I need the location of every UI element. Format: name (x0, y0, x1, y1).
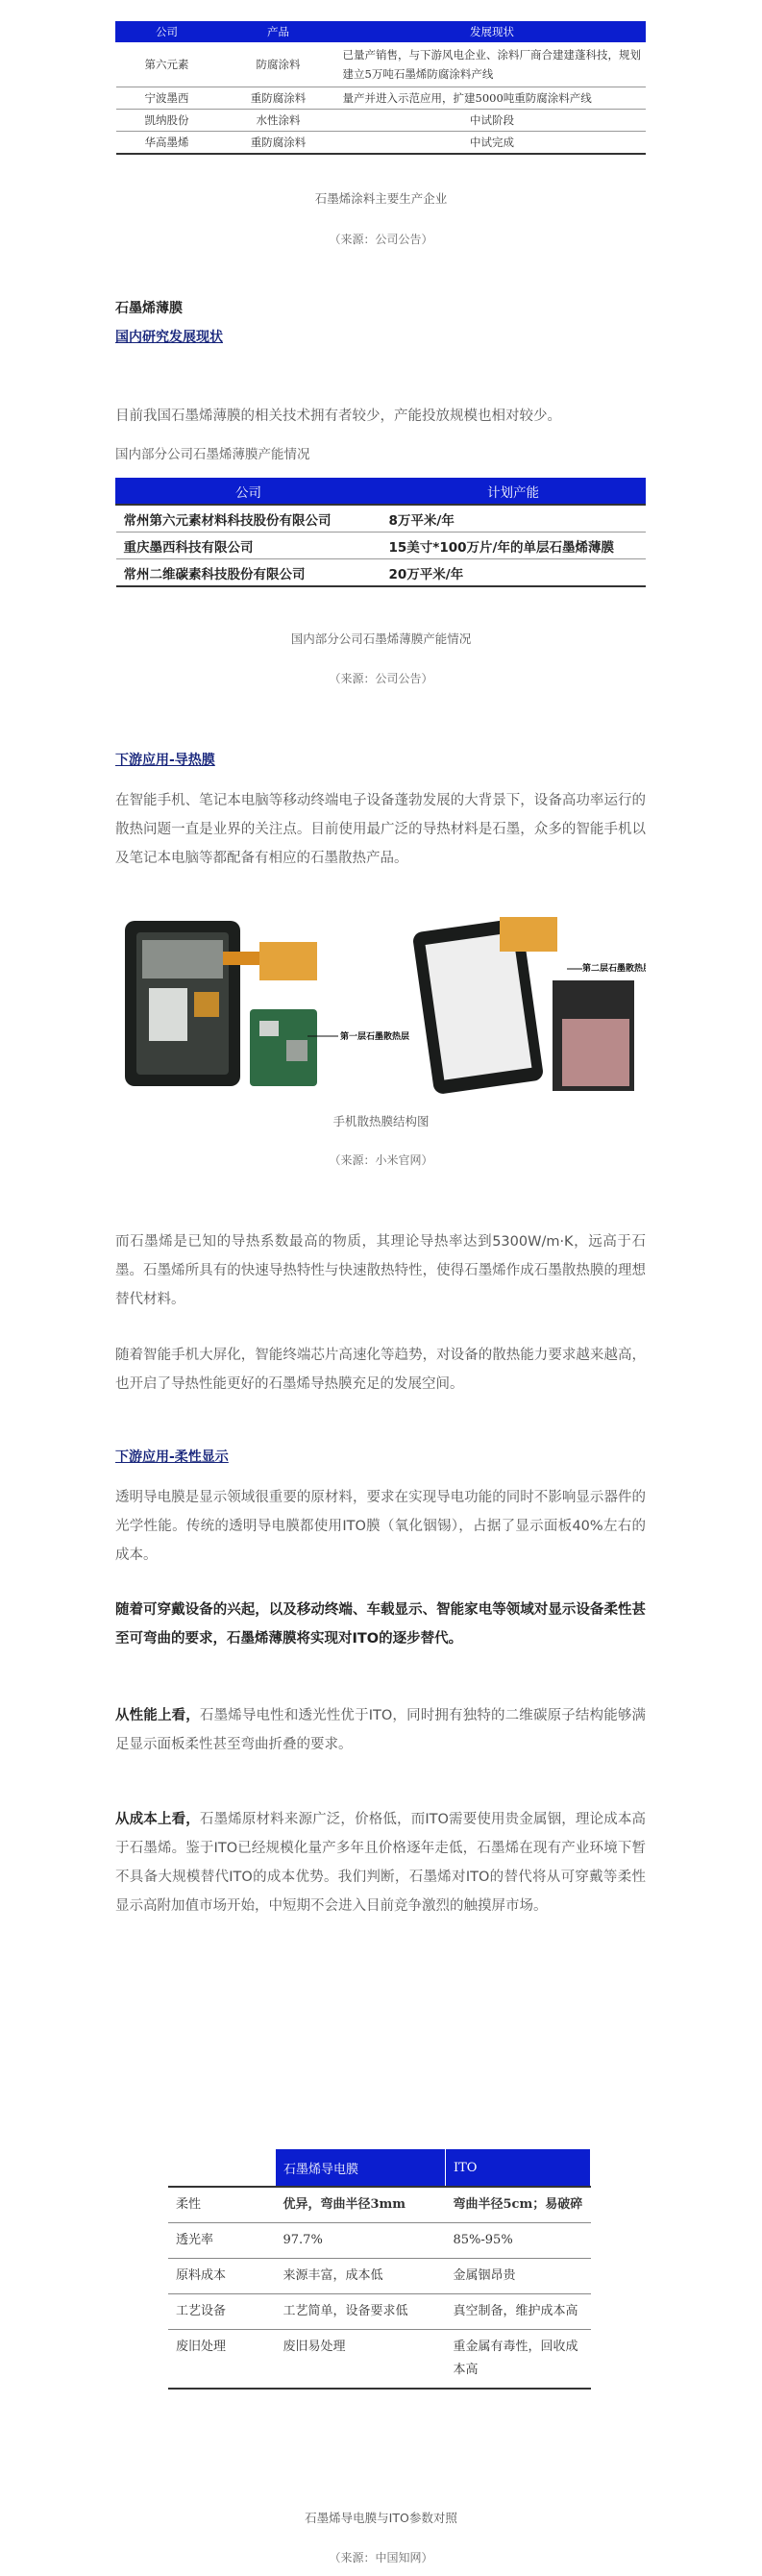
table-cell: 8万平米/年 (381, 505, 646, 533)
table-cell: 水性涂料 (218, 110, 339, 132)
table-cell: 85%-95% (446, 2223, 591, 2259)
paragraph-lead: 从性能上看， (115, 1708, 200, 1723)
board-component-shape (259, 1021, 279, 1036)
paragraph: 随着智能手机大屏化，智能终端芯片高速化等趋势，对设备的散热能力要求越来越高，也开启了导热性能更好的石墨烯导热膜充足的发展空间。 (115, 1348, 646, 1392)
table-row (116, 87, 646, 110)
table-cell: 15美寸*100万片/年的单层石墨烯薄膜 (381, 533, 646, 559)
table-row (168, 2223, 591, 2259)
table-row (116, 42, 646, 87)
table-header: 发展现状 (339, 22, 646, 42)
section-subheading: 下游应用-导热膜 (115, 753, 215, 768)
phone-screen-shape (426, 932, 532, 1079)
paragraph-lead: 从成本上看， (115, 1812, 200, 1827)
table-cell: 工艺设备 (168, 2294, 276, 2330)
paragraph: 在智能手机、笔记本电脑等移动终端电子设备蓬勃发展的大背景下，设备高功率运行的散热问题一直是业界的关注点。目前使用最广泛的导热材料是石墨，众多的智能手机以及笔记本电脑等都配备有相应的石墨散热产品。 (115, 793, 646, 866)
table-source: （来源：中国知网） (329, 2551, 433, 2564)
table-cell: 原料成本 (168, 2259, 276, 2294)
table-cell: 重金属有毒性，回收成本高 (446, 2330, 591, 2390)
phone-heat-film-image (115, 913, 646, 1096)
table-cell: 宁波墨西 (116, 87, 218, 110)
table-source: （来源：公司公告） (329, 672, 433, 685)
table-cell: 20万平米/年 (381, 559, 646, 587)
table-cell: 第六元素 (116, 42, 218, 87)
paragraph-text: 石墨烯导电性和透光性优于ITO，同时拥有独特的二维碳原子结构能够满足显示面板柔性甚至弯曲折叠的要求。 (115, 1708, 647, 1752)
table-header (168, 2149, 276, 2188)
table-cell: 量产并进入示范应用，扩建5000吨重防腐涂料产线 (339, 87, 646, 110)
table-cell: 97.7% (276, 2223, 446, 2259)
board-component-shape (286, 1040, 307, 1061)
table-caption: 石墨烯导电膜与ITO参数对照 (305, 2511, 457, 2525)
image-caption: 手机散热膜结构图 (332, 1114, 430, 1128)
paragraph: 透明导电膜是显示领域很重要的原材料，要求在实现导电功能的同时不影响显示器件的光学性能。传统的透明导电膜都使用ITO膜（氧化铟锡），占据了显示面板40%左右的成本。 (115, 1490, 646, 1563)
table-cell: 中试阶段 (339, 110, 646, 132)
table-cell: 废旧易处理 (276, 2330, 446, 2390)
table-row (116, 505, 646, 533)
table-row (168, 2187, 591, 2223)
back-panel-detail-shape (562, 1019, 629, 1086)
table-header: 计划产能 (381, 479, 646, 506)
image-source: （来源：小米官网） (329, 1153, 433, 1167)
flex-board-shape (500, 917, 557, 952)
comparison-table (168, 2148, 591, 2390)
table-source: （来源：公司公告） (329, 233, 433, 246)
table-row (116, 110, 646, 132)
table-row (168, 2330, 591, 2390)
film-capacity-table (115, 478, 646, 587)
table-cell: 中试完成 (339, 132, 646, 155)
table-cell: 凯纳股份 (116, 110, 218, 132)
table-header: 公司 (116, 479, 381, 506)
table-cell: 工艺简单，设备要求低 (276, 2294, 446, 2330)
table-cell: 金属铟昂贵 (446, 2259, 591, 2294)
paragraph: 而石墨烯是已知的导热系数最高的物质，其理论导热率达到5300W/m·K，远高于石墨。石墨烯所具有的快速导热特性与快速散热特性，使得石墨烯作成石墨散热膜的理想替代材料。 (115, 1234, 646, 1307)
table-row (168, 2294, 591, 2330)
table-header-row (116, 22, 646, 42)
table-intro: 国内部分公司石墨烯薄膜产能情况 (115, 447, 310, 462)
table-header: 石墨烯导电膜 (276, 2149, 446, 2188)
table-cell: 弯曲半径5cm；易破碎 (446, 2187, 591, 2223)
table-row (116, 132, 646, 155)
table-cell: 透光率 (168, 2223, 276, 2259)
table-cell: 重庆墨西科技有限公司 (116, 533, 381, 559)
image-label-right: 第二层石墨散热层 (582, 964, 646, 974)
bold-paragraph: 随着可穿戴设备的兴起，以及移动终端、车载显示、智能家电等领域对显示设备柔性甚至可弯曲的要求，石墨烯薄膜将实现对ITO的逐步替代。 (115, 1602, 646, 1647)
cost-paragraph (115, 1805, 646, 1920)
table-row (116, 559, 646, 587)
flex-board-shape (259, 942, 317, 980)
table-header: ITO (446, 2149, 591, 2188)
table-caption: 石墨烯涂料主要生产企业 (314, 191, 448, 206)
table-header: 公司 (116, 22, 218, 42)
table-cell: 重防腐涂料 (218, 132, 339, 155)
paragraph-text: 石墨烯原材料来源广泛，价格低，而ITO需要使用贵金属铟，理论成本高于石墨烯。鉴于ITO已经规模化量产多年且价格逐年走低，石墨烯在现有产业环境下暂不具备大规模替代ITO的成本优势。我们判断，石墨烯对ITO的替代将从可穿戴等柔性显示高附加值市场开始，中短期不会进入目前竞争激烈的触摸屏市场。 (115, 1812, 647, 1914)
table-cell: 常州二维碳素科技股份有限公司 (116, 559, 381, 587)
table-header-row (116, 479, 646, 506)
table-cell: 真空制备，维护成本高 (446, 2294, 591, 2330)
paragraph: 目前我国石墨烯薄膜的相关技术拥有者较少，产能投放规模也相对较少。 (115, 409, 561, 424)
table-row (168, 2259, 591, 2294)
table-header-row (168, 2149, 591, 2188)
table-caption: 国内部分公司石墨烯薄膜产能情况 (290, 632, 472, 646)
section-heading: 石墨烯薄膜 (115, 301, 183, 316)
table-row (116, 533, 646, 559)
table-cell: 优异，弯曲半径3mm (276, 2187, 446, 2223)
performance-paragraph (115, 1701, 646, 1759)
table-cell: 已量产销售，与下游风电企业、涂料厂商合建建蓬科技，规划建立5万吨石墨烯防腐涂料产线 (339, 42, 646, 87)
table-cell: 防腐涂料 (218, 42, 339, 87)
section-subheading: 国内研究发展现状 (115, 330, 223, 345)
table-cell: 来源丰富，成本低 (276, 2259, 446, 2294)
image-label-left: 第一层石墨散热层 (340, 1032, 410, 1042)
heat-layer-shape (142, 940, 223, 978)
table-cell: 华高墨烯 (116, 132, 218, 155)
chip-shape (194, 992, 219, 1017)
table-header: 产品 (218, 22, 339, 42)
table-cell: 柔性 (168, 2187, 276, 2223)
battery-shape (149, 988, 187, 1041)
table-cell: 常州第六元素材料科技股份有限公司 (116, 505, 381, 533)
section-subheading: 下游应用-柔性显示 (115, 1449, 229, 1465)
phone-teardown-illustration (115, 913, 646, 1096)
table-cell: 废旧处理 (168, 2330, 276, 2390)
coating-companies-table (115, 21, 646, 155)
table-cell: 重防腐涂料 (218, 87, 339, 110)
